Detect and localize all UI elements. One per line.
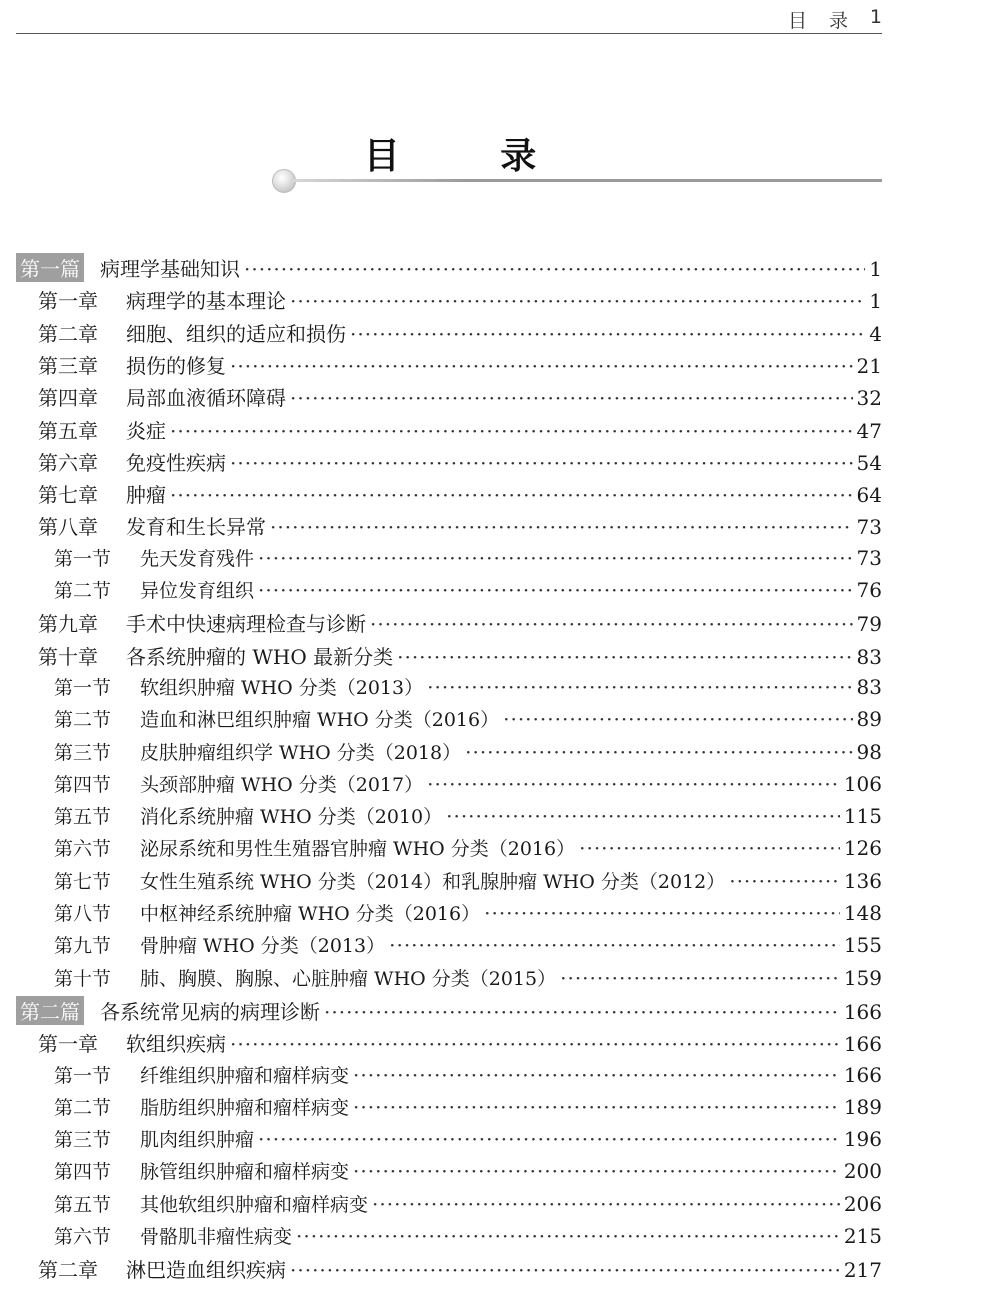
toc-entry-page: 206	[843, 1191, 882, 1216]
toc-entry-label: 第十章	[38, 644, 98, 669]
toc-entry-section[interactable]	[54, 705, 882, 737]
toc-entry-chapter[interactable]	[38, 447, 882, 479]
toc-entry-title: 泌尿系统和男性生殖器官肿瘤 WHO 分类（2016）	[140, 838, 576, 861]
toc-entry-title: 女性生殖系统 WHO 分类（2014）和乳腺肿瘤 WHO 分类（2012）	[140, 870, 726, 893]
toc-leader-dots	[372, 1192, 840, 1216]
toc-entry-page: 73	[856, 545, 882, 570]
toc-entry-page: 159	[843, 965, 882, 990]
toc-entry-label: 第八章	[38, 515, 98, 540]
toc-entry-chapter[interactable]	[38, 608, 882, 640]
running-header-page-number: 1	[869, 6, 882, 28]
toc-entry-title: 细胞、组织的适应和损伤	[126, 321, 346, 346]
toc-entry-page: 217	[843, 1258, 882, 1283]
toc-entry-page: 189	[843, 1094, 882, 1119]
toc-entry-page: 215	[843, 1224, 882, 1248]
toc-leader-dots	[560, 966, 840, 990]
toc-entry-label: 第六节	[54, 1226, 112, 1248]
toc-entry-section[interactable]	[54, 899, 882, 931]
toc-entry-label: 第二节	[54, 709, 112, 732]
toc-leader-dots	[427, 772, 840, 796]
toc-entry-label: 第十节	[54, 967, 112, 990]
toc-leader-dots	[258, 546, 853, 570]
toc-entry-title: 骨肿瘤 WHO 分类（2013）	[140, 935, 386, 958]
toc-leader-dots	[353, 1095, 840, 1119]
toc-leader-dots	[290, 1258, 840, 1282]
toc-entry-label: 第三节	[54, 1129, 112, 1152]
toc-leader-dots	[353, 1159, 840, 1183]
toc-entry-page: 79	[856, 612, 882, 637]
toc-entry-page: 54	[856, 450, 882, 475]
toc-entry-label: 第九节	[54, 935, 112, 958]
toc-entry-title: 纤维组织肿瘤和瘤样病变	[140, 1064, 350, 1087]
toc-entry-chapter[interactable]	[38, 1028, 882, 1060]
toc-entry-page: 21	[856, 353, 882, 378]
toc-entry-label: 第六章	[38, 450, 98, 475]
toc-leader-dots	[389, 933, 840, 957]
toc-entry-title: 肿瘤	[126, 483, 166, 508]
toc-leader-dots	[296, 1224, 840, 1248]
toc-leader-dots	[427, 675, 852, 699]
toc-entry-label: 第一节	[54, 676, 112, 699]
toc-entry-title: 病理学的基本理论	[126, 289, 286, 314]
toc-entry-page: 148	[843, 901, 882, 925]
toc-leader-dots	[350, 322, 865, 346]
toc-entry-page: 4	[869, 321, 882, 346]
toc-entry-label: 第一章	[38, 289, 98, 314]
toc-entry-chapter[interactable]	[38, 1254, 882, 1286]
toc-entry-label: 第二章	[38, 321, 98, 346]
toc-entry-label: 第一节	[54, 547, 112, 570]
toc-leader-dots	[324, 1000, 840, 1024]
toc-leader-dots	[353, 1063, 840, 1087]
toc-entry-chapter[interactable]	[38, 415, 882, 447]
toc-entry-section[interactable]	[54, 770, 882, 802]
toc-entry-section[interactable]	[54, 1125, 882, 1157]
toc-entry-section[interactable]	[54, 544, 882, 576]
toc-entry-page: 73	[856, 515, 882, 540]
running-header	[16, 0, 882, 34]
toc-entry-section[interactable]	[54, 834, 882, 866]
toc-entry-part[interactable]	[16, 996, 882, 1028]
toc-leader-dots	[230, 1032, 840, 1056]
toc-entry-label: 第五节	[54, 806, 112, 829]
toc-leader-dots	[258, 578, 853, 602]
toc-leader-dots	[465, 740, 852, 764]
toc-entry-section[interactable]	[54, 931, 882, 963]
toc-entry-title: 损伤的修复	[126, 353, 226, 378]
toc-entry-page: 64	[856, 483, 882, 508]
toc-entry-page: 196	[843, 1127, 882, 1152]
toc-leader-dots	[270, 515, 853, 539]
toc-entry-label: 第九章	[38, 612, 98, 637]
toc-entry-label: 第七节	[54, 870, 112, 893]
toc-leader-dots	[170, 483, 853, 507]
toc-entry-section[interactable]	[54, 1190, 882, 1222]
toc-entry-label: 第一节	[54, 1064, 112, 1087]
toc-entry-title: 炎症	[126, 418, 166, 443]
toc-entry-page: 83	[856, 644, 882, 669]
toc-entry-label: 第四节	[54, 1161, 112, 1184]
toc-entry-label: 第二节	[54, 580, 112, 602]
toc-entry-title: 各系统常见病的病理诊断	[100, 999, 320, 1024]
toc-entry-title: 手术中快速病理检查与诊断	[126, 612, 366, 637]
toc-entry-title: 异位发育组织	[140, 580, 255, 602]
toc-entry-title: 免疫性疾病	[126, 450, 226, 475]
toc-entry-chapter[interactable]	[38, 641, 882, 673]
toc-leader-dots	[170, 419, 853, 443]
toc-entry-section[interactable]	[54, 802, 882, 834]
toc-entry-title: 淋巴造血组织疾病	[126, 1258, 286, 1283]
toc-entry-title: 皮肤肿瘤组织学 WHO 分类（2018）	[140, 741, 462, 764]
toc-entry-page: 166	[843, 999, 882, 1024]
toc-entry-title: 中枢神经系统肿瘤 WHO 分类（2016）	[140, 903, 481, 925]
toc-entry-page: 155	[843, 933, 882, 958]
toc-leader-dots	[503, 707, 852, 731]
toc-leader-dots	[397, 645, 852, 669]
toc-entry-label: 第二章	[38, 1258, 98, 1283]
toc-leader-dots	[230, 451, 853, 475]
toc-leader-dots	[579, 836, 840, 860]
toc-entry-title: 软组织疾病	[126, 1032, 226, 1057]
toc-leader-dots	[290, 386, 853, 410]
toc-entry-label: 第三节	[54, 741, 112, 764]
title-rule	[290, 179, 882, 182]
toc-entry-title: 脂肪组织肿瘤和瘤样病变	[140, 1096, 350, 1119]
toc-entry-part[interactable]	[16, 253, 882, 285]
toc-entry-label: 第八节	[54, 903, 112, 925]
toc-entry-title: 发育和生长异常	[126, 515, 266, 540]
toc-leader-dots	[230, 354, 853, 378]
toc-entry-chapter[interactable]	[38, 382, 882, 414]
toc-entry-page: 106	[843, 771, 882, 796]
toc-leader-dots	[446, 804, 840, 828]
toc-entry-chapter[interactable]	[38, 511, 882, 543]
toc-entry-label: 第五节	[54, 1193, 112, 1216]
page-title: 目 录	[363, 135, 581, 177]
toc-entry-chapter[interactable]	[38, 318, 882, 350]
toc-entry-label: 第四章	[38, 386, 98, 411]
toc-entry-title: 其他软组织肿瘤和瘤样病变	[140, 1193, 369, 1216]
toc-entry-label: 第六节	[54, 838, 112, 861]
toc-entry-label: 第五章	[38, 418, 98, 443]
toc-entry-title: 肺、胸膜、胸腺、心脏肿瘤 WHO 分类（2015）	[140, 967, 557, 990]
toc-entry-label: 第一章	[38, 1032, 98, 1057]
toc-entry-title: 肌肉组织肿瘤	[140, 1129, 255, 1152]
toc-entry-section[interactable]	[54, 673, 882, 705]
toc-entry-page: 83	[856, 674, 882, 699]
toc-entry-title: 造血和淋巴组织肿瘤 WHO 分类（2016）	[140, 709, 500, 732]
toc-entry-page: 115	[843, 804, 882, 829]
toc-entry-page: 47	[856, 418, 882, 443]
toc-leader-dots	[258, 1127, 840, 1151]
toc-entry-page: 1	[869, 289, 882, 314]
toc-entry-section[interactable]	[54, 576, 882, 608]
toc-leader-dots	[290, 289, 865, 313]
toc-entry-section[interactable]	[54, 738, 882, 770]
toc-entry-label: 第三章	[38, 353, 98, 378]
toc-entry-page: 126	[843, 836, 882, 861]
toc-entry-label: 第二节	[54, 1096, 112, 1119]
toc-entry-section[interactable]	[54, 1061, 882, 1093]
toc-entry-page: 200	[843, 1159, 882, 1184]
toc-entry-page: 76	[856, 578, 882, 602]
toc-entry-label: 第二篇	[16, 996, 84, 1025]
toc-entry-chapter[interactable]	[38, 479, 882, 511]
toc-entry-title: 局部血液循环障碍	[126, 386, 286, 411]
toc-entry-label: 第四节	[54, 773, 112, 796]
running-header-title: 目 录	[787, 10, 856, 32]
toc-entry-label: 第七章	[38, 483, 98, 508]
toc-entry-title: 软组织肿瘤 WHO 分类（2013）	[140, 676, 424, 699]
toc-entry-title: 先天发育残件	[140, 547, 255, 570]
toc-entry-page: 1	[869, 257, 882, 281]
toc-entry-page: 98	[856, 739, 882, 764]
toc-entry-title: 病理学基础知识	[100, 257, 240, 281]
toc-leader-dots	[484, 901, 840, 925]
toc-entry-section[interactable]	[54, 1093, 882, 1125]
toc-entry-page: 136	[843, 868, 882, 893]
toc-leader-dots	[244, 257, 865, 281]
toc-entry-title: 各系统肿瘤的 WHO 最新分类	[126, 644, 394, 669]
toc-entry-title: 脉管组织肿瘤和瘤样病变	[140, 1161, 350, 1184]
toc-entry-chapter[interactable]	[38, 285, 882, 317]
toc-entry-page: 166	[843, 1032, 882, 1057]
toc-entry-title: 消化系统肿瘤 WHO 分类（2010）	[140, 806, 443, 829]
toc-entry-section[interactable]	[54, 1157, 882, 1189]
toc-entry-page: 166	[843, 1062, 882, 1087]
toc-entry-section[interactable]	[54, 867, 882, 899]
toc-entry-title: 头颈部肿瘤 WHO 分类（2017）	[140, 773, 424, 796]
toc-leader-dots	[729, 869, 840, 893]
toc-entry-label: 第一篇	[16, 253, 84, 282]
toc-leader-dots	[370, 612, 853, 636]
toc-entry-title: 骨骼肌非瘤性病变	[140, 1226, 293, 1248]
toc-entry-page: 89	[856, 707, 882, 732]
toc-entry-chapter[interactable]	[38, 350, 882, 382]
toc-entry-section[interactable]	[54, 964, 882, 996]
toc-entry-page: 32	[856, 386, 882, 411]
toc-entry-section[interactable]	[54, 1222, 882, 1254]
